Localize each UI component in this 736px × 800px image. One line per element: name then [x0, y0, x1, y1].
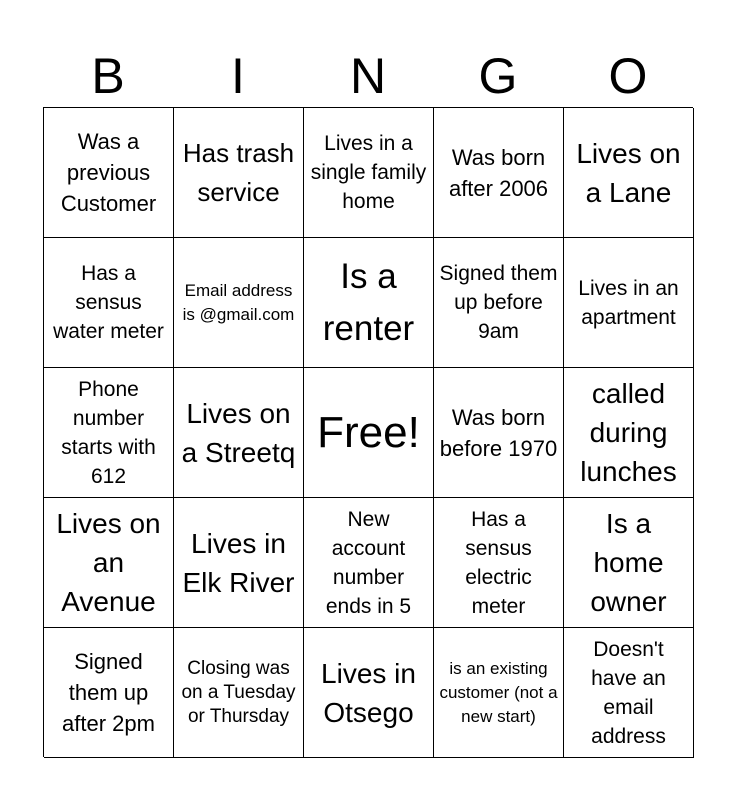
bingo-header [43, 44, 693, 108]
cell-text: Lives in a single family home [310, 132, 427, 213]
bingo-cell[interactable] [564, 498, 694, 628]
bingo-cell[interactable] [564, 628, 694, 758]
bingo-cell[interactable] [174, 368, 304, 498]
header-letter-g: G [478, 48, 518, 104]
cell-text: Email address is @gmail.com [182, 280, 295, 324]
cell-text: Has trash service [182, 137, 295, 207]
cell-text: Lives in an apartment [578, 276, 679, 329]
bingo-cell[interactable] [44, 368, 174, 498]
cell-text: Lives in Otsego [321, 657, 416, 728]
free-space-text: Free! [317, 407, 420, 457]
bingo-cell[interactable] [304, 238, 434, 368]
cell-text: called during lunches [580, 378, 677, 487]
bingo-cell[interactable] [44, 628, 174, 758]
cell-text: Has a sensus electric meter [465, 507, 532, 618]
bingo-cell[interactable] [174, 238, 304, 368]
bingo-cell[interactable] [44, 238, 174, 368]
bingo-cell[interactable] [564, 368, 694, 498]
cell-text: Lives on an Avenue [56, 508, 161, 617]
cell-text: Was born after 2006 [448, 144, 549, 201]
cell-text: Was a previous Customer [60, 129, 157, 216]
bingo-cell[interactable] [434, 238, 564, 368]
cell-text: Lives on a Lane [576, 137, 681, 208]
cell-text: Signed them up after 2pm [62, 649, 155, 736]
cell-text: Phone number starts with 612 [61, 377, 156, 488]
bingo-cell[interactable] [564, 108, 694, 238]
bingo-cell[interactable] [44, 498, 174, 628]
bingo-cell[interactable] [434, 498, 564, 628]
bingo-cell-free[interactable] [304, 368, 434, 498]
bingo-board [43, 107, 693, 757]
bingo-cell[interactable] [434, 108, 564, 238]
bingo-cell[interactable] [434, 368, 564, 498]
header-letter-i: I [231, 48, 245, 104]
cell-text: Signed them up before 9am [439, 262, 558, 343]
header-letter-n: N [349, 48, 387, 104]
bingo-cell[interactable] [304, 628, 434, 758]
cell-text: Doesn't have an email address [591, 637, 666, 748]
cell-text: Lives on a Streetq [181, 397, 296, 468]
bingo-cell[interactable] [44, 108, 174, 238]
header-letter-o: O [608, 48, 648, 104]
cell-text: Lives in Elk River [182, 527, 295, 598]
bingo-cell[interactable] [174, 108, 304, 238]
header-letter-b: B [91, 48, 125, 104]
bingo-cell[interactable] [564, 238, 694, 368]
bingo-cell[interactable] [304, 108, 434, 238]
bingo-cell[interactable] [174, 498, 304, 628]
cell-text: Closing was on a Tuesday or Thursday [181, 657, 296, 727]
cell-text: Was born before 1970 [439, 404, 558, 461]
cell-text: is an existing customer (not a new start) [439, 658, 558, 726]
bingo-cell[interactable] [434, 628, 564, 758]
cell-text: New account number ends in 5 [325, 507, 412, 618]
cell-text: Is a renter [322, 256, 415, 348]
bingo-cell[interactable] [304, 498, 434, 628]
cell-text: Has a sensus water meter [53, 262, 164, 343]
bingo-cell[interactable] [174, 628, 304, 758]
cell-text: Is a home owner [590, 508, 667, 617]
